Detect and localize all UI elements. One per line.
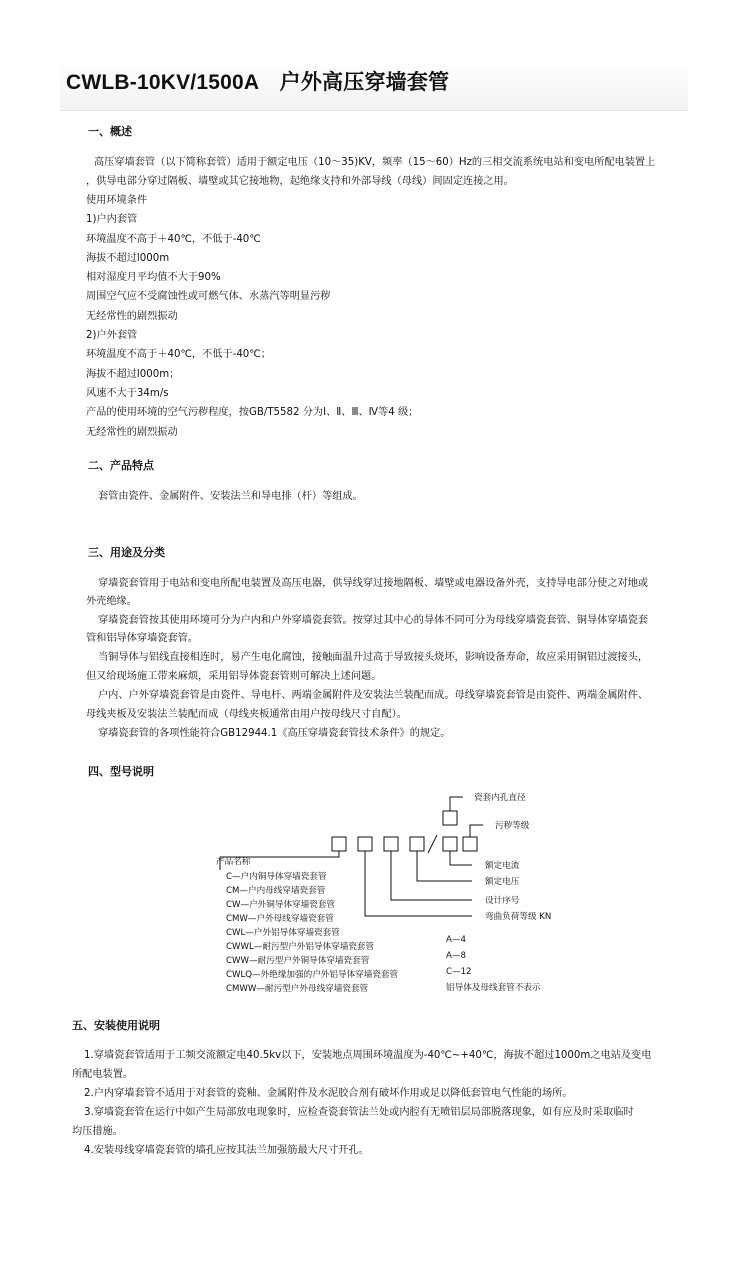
condition-line: 无经常性的剧烈振动	[86, 310, 178, 322]
s3-p4-line-2: 母线夹板及安装法兰装配而成（母线夹板通常由用户按母线尺寸自配）。	[86, 709, 407, 720]
s3-p3-line-1: 当铜导体与铝线直接相连时，易产生电化腐蚀，接触面温升过高于导致接头烧坏，影响设备寿命，故应采用铜铝过渡接头，	[98, 652, 649, 663]
label-voltage: 额定电压	[485, 877, 520, 887]
page-title: CWLB-10KV/1500A 户外高压穿墙套管	[66, 71, 450, 94]
section-1-heading: 一、概述	[88, 125, 132, 138]
condition-line: 2)户外套管	[86, 330, 138, 342]
box-current	[443, 837, 457, 851]
box-voltage	[384, 837, 398, 851]
label-current: 额定电流	[485, 861, 520, 871]
label-pollution: 污秽等级	[495, 821, 530, 831]
s5-item-1-line-1: 1.穿墙瓷套管适用于工频交流额定电40.5kv以下，安装地点周围环境温度为-40℃~+40℃，海拔不超过1000m之电站及变电	[84, 1050, 652, 1061]
condition-line: 风速不大于34m/s	[86, 387, 169, 399]
label-bending: 弯曲负荷等级 KN	[485, 912, 552, 922]
condition-line: 海拔不超过l000m；	[86, 368, 180, 380]
type-item: C—户内铜导体穿墙瓷套管	[226, 872, 327, 882]
s5-item-3-line-1: 3.穿墙瓷套管在运行中如产生局部放电现象时，应检查瓷套管法兰处或内腔有无喷铝层局部脱落现象，如有应及时采取临时	[84, 1107, 634, 1118]
grade-3: C—12	[446, 967, 472, 977]
condition-line: 周围空气应不受腐蚀性或可燃气体、水蒸汽等明显污秽	[86, 291, 331, 303]
section-2-heading: 二、产品特点	[88, 459, 154, 472]
type-item: CWW—耐污型户外铜导体穿墙瓷套管	[226, 956, 370, 966]
type-item: CM—户内母线穿墙瓷套管	[226, 886, 326, 896]
model-designation-diagram	[210, 785, 590, 1000]
s3-p2-line-1: 穿墙瓷套管按其使用环境可分为户内和户外穿墙瓷套管。按穿过其中心的导体不同可分为母线穿墙瓷套管、铜导体穿墙瓷套	[98, 615, 649, 626]
slash	[428, 835, 437, 853]
condition-line: 产品的使用环境的空气污秽程度，按GB/T5582 分为Ⅰ、Ⅱ、Ⅲ、Ⅳ等4 级；	[86, 407, 419, 419]
s3-p1-line-1: 穿墙瓷套管用于电站和变电所配电装置及高压电器，供导线穿过接地隔板、墙壁或电器设备外壳，支持导电部分使之对地或	[98, 578, 649, 589]
s5-item-2: 2.户内穿墙套管不适用于对套管的瓷釉、金属附件及水泥胶合剂有破坏作用或足以降低套管电气性能的场所。	[84, 1088, 573, 1099]
condition-line: 环境温度不高于＋40℃，不低于-40℃；	[86, 349, 271, 361]
s1-intro-line-2: ，供导电部分穿过隔板、墙壁或其它接地物，起绝缘支持和外部导线（母线）间固定连接之用。	[86, 176, 514, 187]
condition-line: 海拔不超过l000m	[86, 252, 170, 264]
label-product-name: 产品名称	[216, 857, 251, 867]
s5-item-4: 4.安装母线穿墙瓷套管的墙孔应按其法兰加强筋最大尺寸开孔。	[84, 1145, 369, 1156]
box-bending	[410, 837, 424, 851]
type-item: CMWW—耐污型户外母线穿墙瓷套管	[226, 984, 369, 994]
grade-note: 铝导体及母线套管不表示	[446, 983, 541, 993]
condition-line: 使用环境条件	[86, 195, 148, 206]
diagram-labels	[216, 791, 551, 994]
condition-line: 1)户内套管	[86, 214, 138, 226]
box-diameter	[443, 811, 457, 825]
s5-item-3-line-2: 均压措施。	[72, 1126, 123, 1137]
label-inner-diameter: 瓷套内孔直径	[474, 793, 526, 803]
type-item: CWLQ—外绝缘加强的户外铝导体穿墙瓷套管	[226, 970, 399, 980]
box-design	[358, 837, 372, 851]
type-item: CWWL—耐污型户外铝导体穿墙瓷套管	[226, 942, 375, 952]
type-item: CWL—户外铝导体穿墙瓷套管	[226, 928, 340, 938]
s3-p1-line-2: 外壳绝缘。	[86, 596, 137, 607]
box-series	[332, 837, 346, 851]
grade-2: A—8	[446, 951, 466, 961]
condition-line: 相对湿度月平均值不大于90%	[86, 272, 221, 284]
s3-p4-line-1: 户内、户外穿墙瓷套管是由瓷件、导电杆、两端金属附件及安装法兰装配而成。母线穿墙瓷套管是由瓷件、两端金属附件、	[98, 690, 649, 701]
s5-item-1-line-2: 所配电装置。	[72, 1069, 134, 1080]
section-5-heading: 五、安装使用说明	[72, 1019, 160, 1032]
s3-p2-line-2: 管和铝导体穿墙瓷套管。	[86, 633, 199, 644]
box-pollution	[463, 837, 477, 851]
s1-intro-line-1: 高压穿墙套管（以下简称套管）适用于额定电压（10～35)KV，频率（15～60）Hz的三相交流系统电站和变电所配电装置上	[94, 157, 656, 168]
type-item: CW—户外铜导体穿墙瓷套管	[226, 900, 336, 910]
s3-p5: 穿墙瓷套管的各项性能符合GB12944.1《高压穿墙瓷套管技术条件》的规定。	[98, 728, 451, 739]
grade-1: A—4	[446, 935, 466, 945]
section-4-heading: 四、型号说明	[88, 765, 154, 778]
condition-line: 环境温度不高于＋40℃，不低于-40℃	[86, 233, 261, 245]
section-3-heading: 三、用途及分类	[88, 546, 165, 559]
type-item: CMW—户外母线穿墙瓷套管	[226, 914, 334, 924]
s2-text: 套管由瓷件、金属附件、安装法兰和导电排（杆）等组成。	[98, 491, 363, 502]
s3-p3-line-2: 但又给现场施工带来麻烦，采用铝导体瓷套管则可解决上述问题。	[86, 671, 382, 682]
condition-line: 无经常性的剧烈振动	[86, 426, 178, 438]
s1-condition-list	[86, 191, 418, 442]
label-design: 设计序号	[485, 896, 520, 906]
